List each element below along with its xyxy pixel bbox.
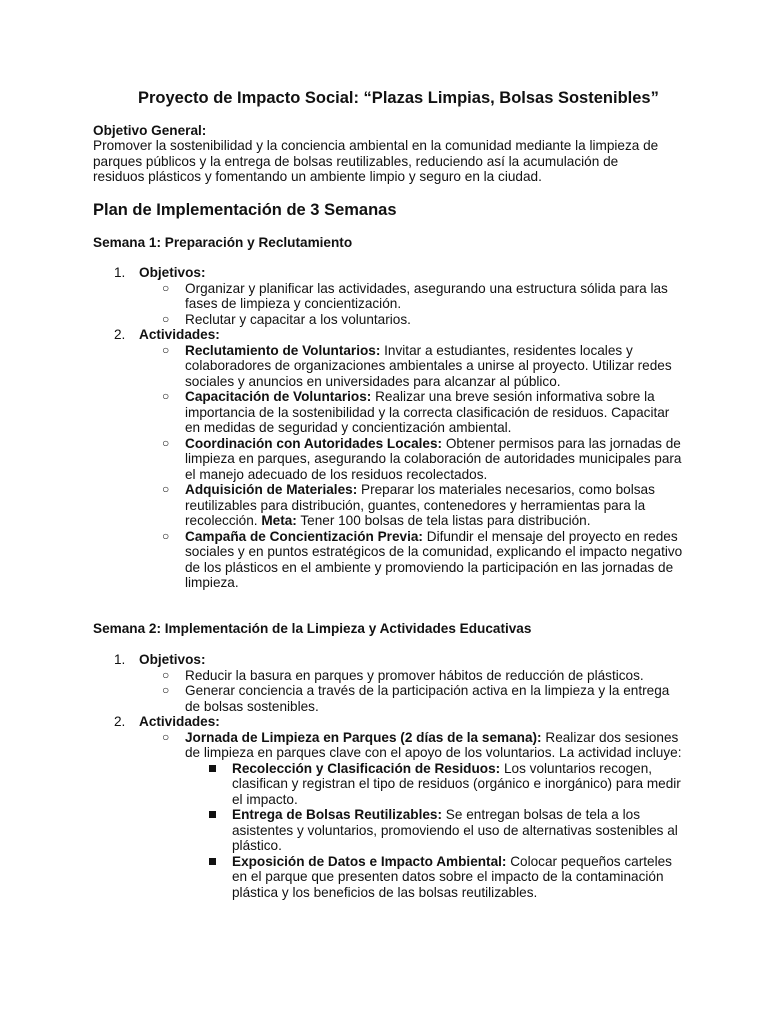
list-item bbox=[93, 482, 683, 529]
list-item bbox=[93, 807, 683, 854]
list-number: 2. bbox=[114, 714, 126, 729]
week2-list bbox=[93, 652, 683, 900]
week1-objectives-item bbox=[93, 265, 683, 281]
activity-heading: Capacitación de Voluntarios: bbox=[185, 389, 372, 404]
activity-heading: Campaña de Concientización Previa: bbox=[185, 528, 423, 544]
goal-text: Tener 100 bolsas de tela listas para distribución. bbox=[296, 513, 591, 528]
objectives-label: Objetivos: bbox=[139, 652, 206, 667]
list-item bbox=[93, 389, 683, 436]
list-item bbox=[93, 281, 683, 312]
list-item bbox=[93, 683, 683, 714]
activity-heading: Jornada de Limpieza en Parques (2 días de la semana): bbox=[185, 729, 542, 745]
week2-activities-item bbox=[93, 714, 683, 730]
plan-title: Plan de Implementación de 3 Semanas bbox=[93, 201, 397, 219]
subactivity-heading: Recolección y Clasificación de Residuos: bbox=[232, 760, 501, 776]
circle-bullet-icon: ○ bbox=[162, 435, 170, 450]
activity-text: Invitar a estudiantes, residentes locales y colaboradores de organizaciones ambientales a unirse al proyecto. Utilizar redes sociales y anuncios en universidades para alcanzar al público. bbox=[185, 342, 672, 389]
objective-text: Promover la sostenibilidad y la conciencia ambiental en la comunidad mediante la limpieza de parques públicos y la entrega de bolsas reutilizables, reduciendo así la acumulación de residuos plásticos y fomentando un ambiente limpio y seguro en la ciudad. bbox=[93, 138, 659, 185]
goal-label: Meta: bbox=[261, 513, 297, 528]
subactivity-text: Los voluntarios recogen, clasifican y registran el tipo de residuos (orgánico e inorgánico) para medir el impacto. bbox=[232, 760, 681, 807]
objective-label: Objetivo General: bbox=[93, 123, 207, 138]
circle-bullet-icon: ○ bbox=[162, 729, 170, 744]
activity-heading: Adquisición de Materiales: bbox=[185, 482, 358, 497]
list-item bbox=[93, 529, 683, 591]
subactivity-text: Se entregan bolsas de tela a los asistentes y voluntarios, promoviendo el uso de alternativas sostenibles al plástico. bbox=[232, 807, 678, 853]
list-item bbox=[93, 668, 683, 684]
activity-text: Difundir el mensaje del proyecto en redes sociales y en puntos estratégicos de la comunidad, explicando el impacto negativo de los plásticos en el ambiente y promoviendo la participación en las jornadas de limpieza. bbox=[185, 528, 683, 590]
circle-bullet-icon: ○ bbox=[162, 389, 170, 403]
objective-text: Generar conciencia a través de la participación activa en la limpieza y la entrega de bolsas sostenibles. bbox=[185, 683, 670, 714]
list-item bbox=[93, 343, 683, 390]
objective-text: Reclutar y capacitar a los voluntarios. bbox=[185, 311, 411, 327]
square-bullet-icon bbox=[209, 858, 216, 865]
week2-title: Semana 2: Implementación de la Limpieza y Actividades Educativas bbox=[93, 621, 532, 636]
list-item bbox=[93, 854, 683, 901]
objective-text: Reducir la basura en parques y promover hábitos de reducción de plásticos. bbox=[185, 667, 644, 683]
activities-label: Actividades: bbox=[139, 714, 220, 729]
circle-bullet-icon: ○ bbox=[162, 342, 170, 357]
list-number: 2. bbox=[114, 327, 126, 342]
circle-bullet-icon: ○ bbox=[162, 311, 170, 326]
list-item bbox=[93, 730, 683, 761]
list-number: 1. bbox=[114, 652, 126, 667]
list-number: 1. bbox=[114, 265, 126, 280]
activity-text: Preparar los materiales necesarios, como bolsas reutilizables para distribución, guantes, contenedores y herramientas para la recolección. bbox=[185, 482, 655, 528]
circle-bullet-icon: ○ bbox=[162, 280, 170, 295]
list-item bbox=[93, 436, 683, 483]
list-item bbox=[93, 312, 683, 328]
activity-text: Obtener permisos para las jornadas de limpieza en parques, asegurando la colaboración de autoridades municipales para el manejo adecuado de los residuos recolectados. bbox=[185, 435, 682, 482]
subactivity-text: Colocar pequeños carteles en el parque que presenten datos sobre el impacto de la contaminación plástica y los beneficios de las bolsas reutilizables. bbox=[232, 853, 672, 900]
week1-activities-item bbox=[93, 327, 683, 343]
activity-heading: Coordinación con Autoridades Locales: bbox=[185, 435, 443, 451]
circle-bullet-icon: ○ bbox=[162, 683, 170, 697]
subactivity-heading: Exposición de Datos e Impacto Ambiental: bbox=[232, 853, 507, 869]
square-bullet-icon bbox=[209, 811, 216, 818]
document-title: Proyecto de Impacto Social: “Plazas Limpias, Bolsas Sostenibles” bbox=[138, 89, 659, 107]
activity-heading: Reclutamiento de Voluntarios: bbox=[185, 342, 381, 358]
circle-bullet-icon: ○ bbox=[162, 482, 170, 496]
activity-text: Realizar dos sesiones de limpieza en parques clave con el apoyo de los voluntarios. La actividad incluye: bbox=[185, 729, 682, 760]
circle-bullet-icon: ○ bbox=[162, 528, 170, 543]
square-bullet-icon bbox=[209, 765, 216, 772]
week1-title: Semana 1: Preparación y Reclutamiento bbox=[93, 235, 353, 250]
activity-text: Realizar una breve sesión informativa sobre la importancia de la sostenibilidad y la correcta clasificación de residuos. Capacitar en medidas de seguridad y concientización ambiental. bbox=[185, 389, 670, 435]
circle-bullet-icon: ○ bbox=[162, 667, 170, 682]
objective-text: Organizar y planificar las actividades, asegurando una estructura sólida para las fases de limpieza y concientización. bbox=[185, 280, 668, 311]
activities-label: Actividades: bbox=[139, 327, 220, 342]
week2-objectives-item bbox=[93, 652, 683, 668]
list-item bbox=[93, 761, 683, 808]
subactivity-heading: Entrega de Bolsas Reutilizables: bbox=[232, 807, 443, 822]
week1-list bbox=[93, 265, 683, 591]
objectives-label: Objetivos: bbox=[139, 265, 206, 280]
